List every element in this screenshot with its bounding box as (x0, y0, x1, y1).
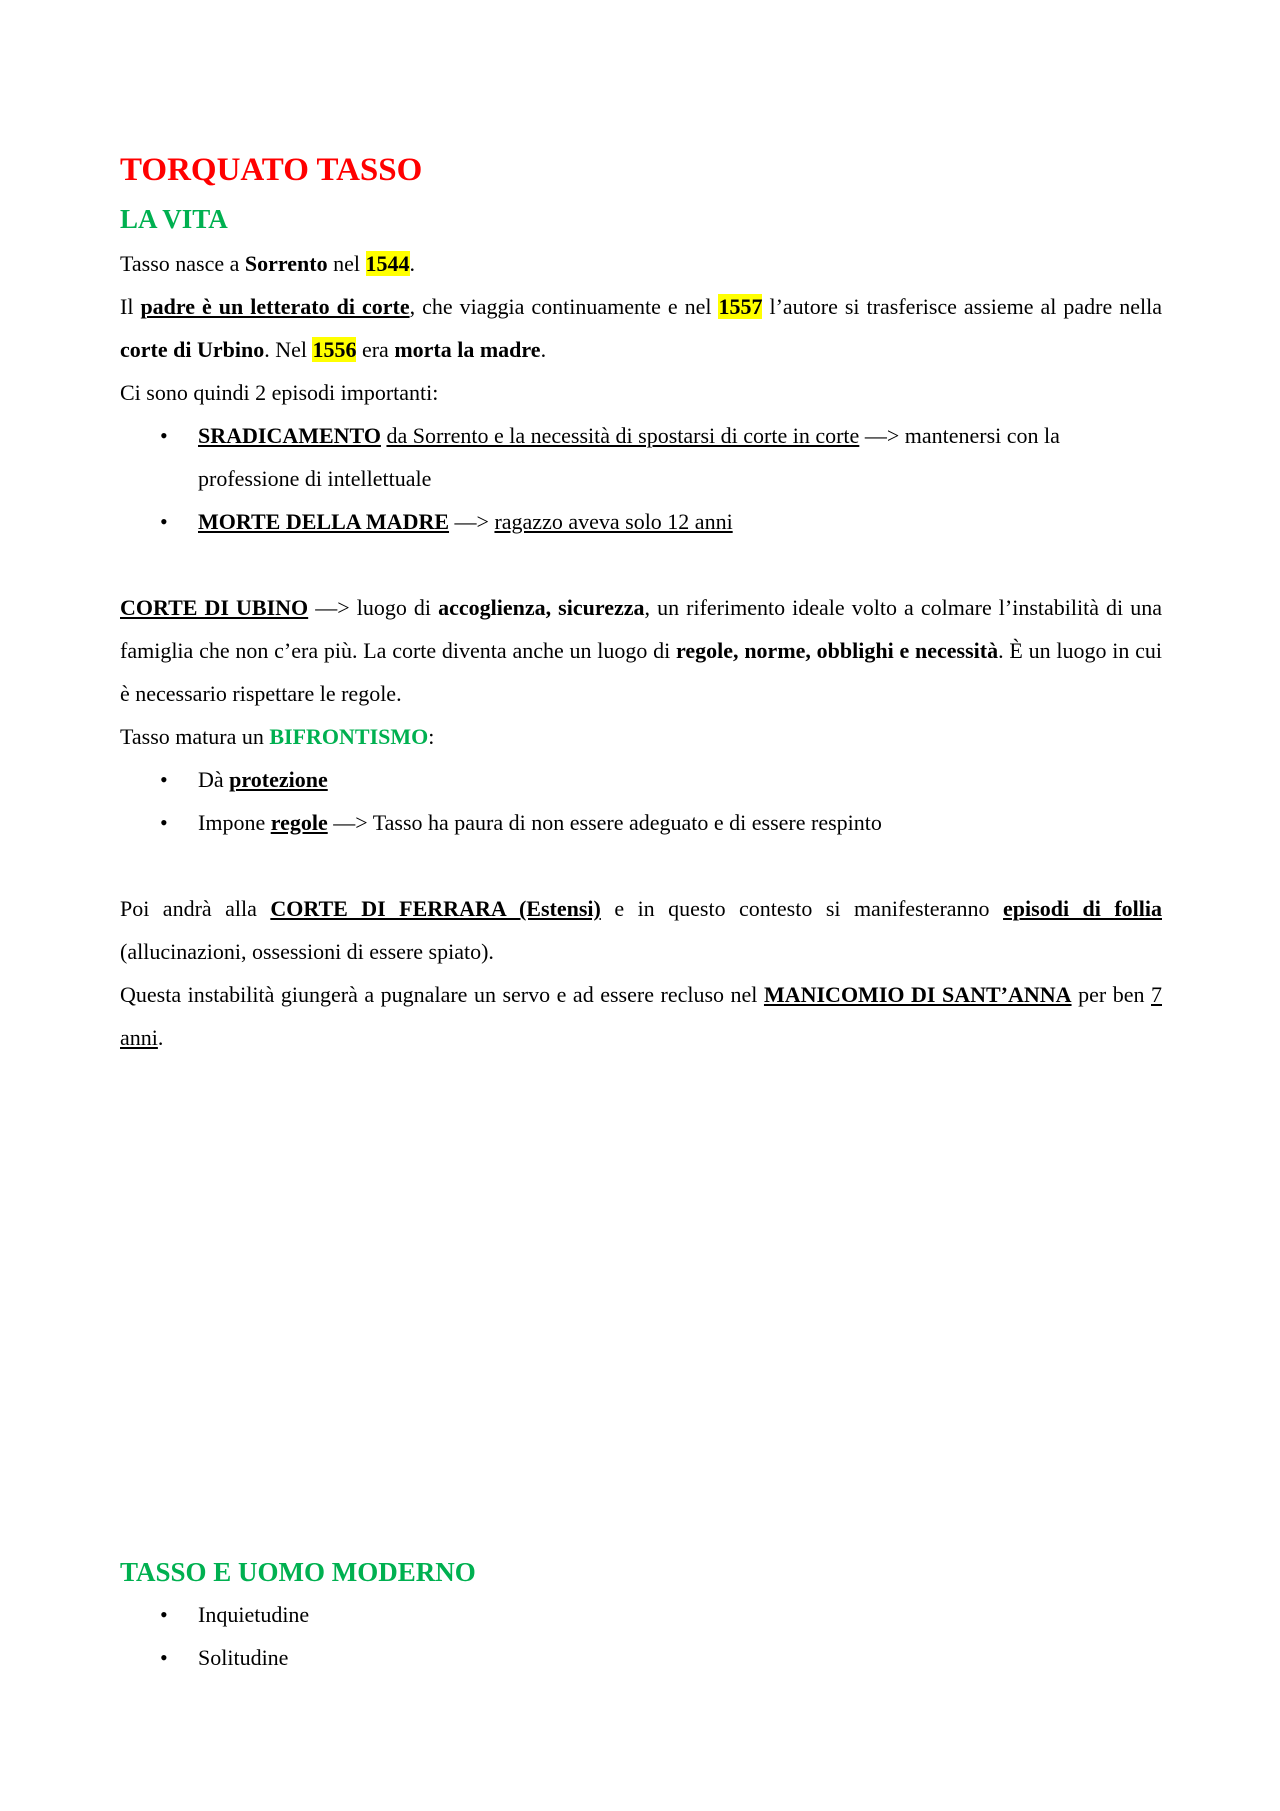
section-heading-la-vita: LA VITA (120, 204, 228, 234)
paragraph-manicomio: Questa instabilità giungerà a pugnalare un servo e ad essere recluso nel MANICOMIO DI SANT’ANNA per ben 7 anni. (120, 982, 1162, 1050)
term-bifrontismo: BIFRONTISMO (269, 724, 429, 749)
list-item: • MORTE DELLA MADRE —> ragazzo aveva solo 12 anni (120, 500, 1162, 543)
birthplace: Sorrento (244, 251, 328, 276)
year-highlight: 1557 (718, 294, 763, 319)
paragraph-birth: Tasso nasce a Sorrento nel 1544. (120, 251, 416, 276)
document-body-bottom (120, 1555, 1162, 1679)
bullet-icon: • (160, 509, 168, 534)
episodes-list (120, 414, 1162, 543)
document-title: TORQUATO TASSO (120, 152, 423, 188)
year-highlight: 1544 (365, 251, 410, 276)
bullet-icon: • (160, 1602, 168, 1627)
bullet-icon: • (160, 810, 168, 835)
bifrontismo-list (120, 758, 1162, 844)
document-body (120, 150, 1162, 1059)
list-item: • Inquietudine (120, 1593, 1162, 1636)
year-highlight: 1556 (312, 337, 357, 362)
section-heading-uomo-moderno: TASSO E UOMO MODERNO (120, 1557, 476, 1587)
paragraph-ferrara: Poi andrà alla CORTE DI FERRARA (Estensi) e in questo contesto si manifesteranno episodi di follia (allucinazioni, ossessioni di essere spiato). (120, 896, 1162, 964)
paragraph-bifrontismo: Tasso matura un BIFRONTISMO: (120, 724, 435, 749)
paragraph-episodes-intro: Ci sono quindi 2 episodi importanti: (120, 380, 439, 405)
list-item: • Solitudine (120, 1636, 1162, 1679)
paragraph-father: Il padre è un letterato di corte, che viaggia continuamente e nel 1557 l’autore si trasferisce assieme al padre nella corte di Urbino. Nel 1556 era morta la madre. (120, 294, 1162, 362)
list-item: • Impone regole —> Tasso ha paura di non essere adeguato e di essere respinto (120, 801, 1162, 844)
bullet-icon: • (160, 767, 168, 792)
modern-man-list (120, 1593, 1162, 1679)
bullet-icon: • (160, 423, 168, 448)
bullet-icon: • (160, 1645, 168, 1670)
spacer (120, 543, 1162, 586)
spacer (120, 844, 1162, 887)
list-item: • SRADICAMENTO da Sorrento e la necessità di spostarsi di corte in corte —> mantenersi con la professione di intellettuale (120, 414, 1162, 500)
list-item: • Dà protezione (120, 758, 1162, 801)
paragraph-corte-urbino: CORTE DI UBINO —> luogo di accoglienza, sicurezza, un riferimento ideale volto a colmare l’instabilità di una famiglia che non c’era più. La corte diventa anche un luogo di regole, norme, obblighi e necessità. È un luogo in cui è necessario rispettare le regole. (120, 595, 1163, 706)
